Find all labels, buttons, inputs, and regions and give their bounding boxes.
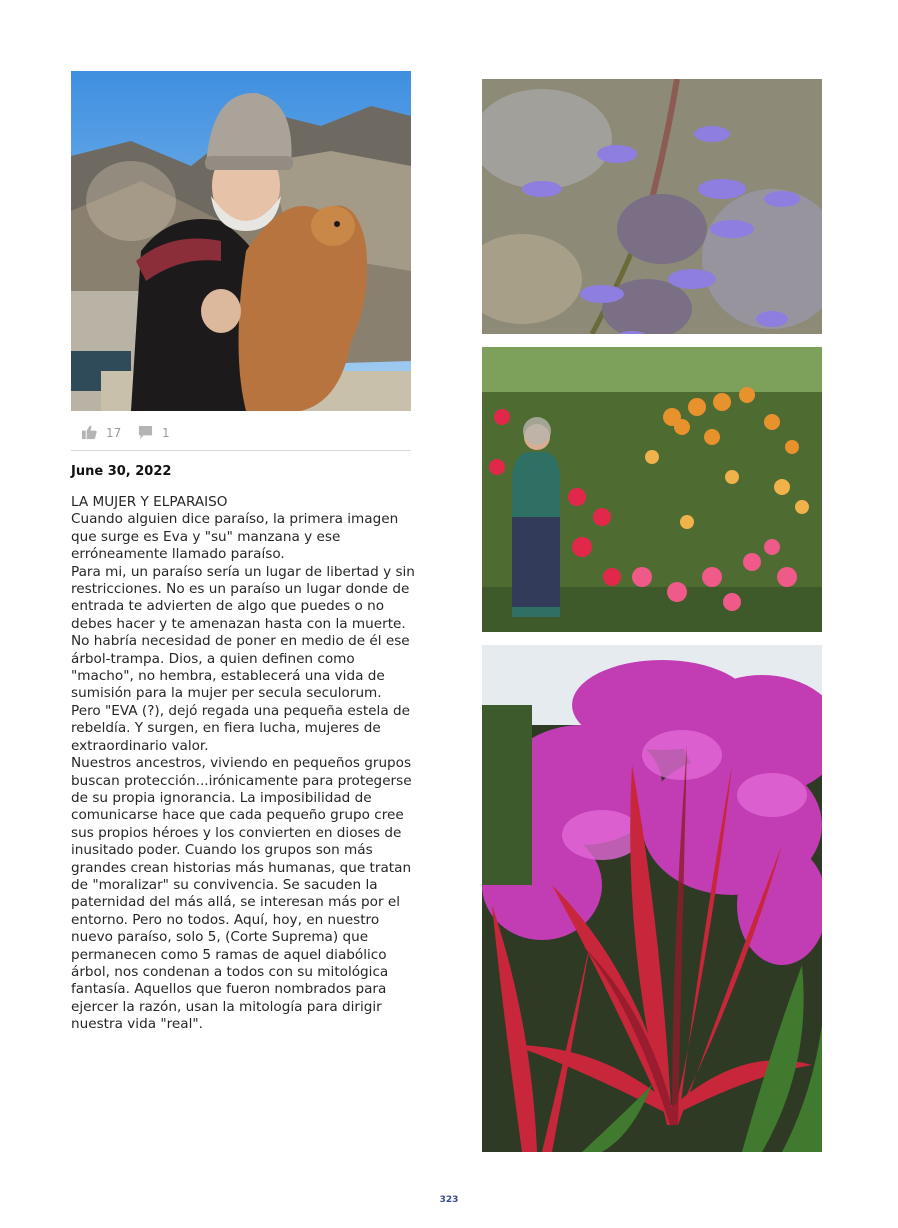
garden-photo-bougainvillea xyxy=(482,645,822,1152)
post-date: June 30, 2022 xyxy=(71,464,172,479)
likes-group[interactable] xyxy=(82,425,121,440)
post-text-line: grandes crean historias más humanas, que tratan xyxy=(71,859,412,876)
post-text-line: entrada te advierten de algo que puedes o no xyxy=(71,598,385,615)
post-text-line: árbol, nos condenan a todos con su mitológica xyxy=(71,963,389,980)
post-text-line: permanecen como 5 ramas de aquel diabólico xyxy=(71,946,387,963)
post-text-line: Cuando alguien dice paraíso, la primera imagen xyxy=(71,511,399,528)
flower-photo-sage xyxy=(482,79,822,334)
likes-count: 17 xyxy=(106,425,122,440)
post-text-line: que surge es Eva y "su" manzana y ese xyxy=(71,528,341,545)
post-text-line: restricciones. No es un paraíso un lugar donde de xyxy=(71,581,410,598)
post-body xyxy=(71,494,416,1034)
page-number: 323 xyxy=(439,1195,459,1205)
post-text-line: fantasía. Aquellos que fueron nombrados para xyxy=(71,981,387,998)
thumbs-up-icon xyxy=(82,425,97,440)
post-text-line: árbol-trampa. Dios, a quien definen como xyxy=(71,650,355,667)
post-text-line: Para mi, un paraíso sería un lugar de libertad y sin xyxy=(71,563,415,580)
post-text-line: de su propia ignorancia. La imposibilidad de xyxy=(71,789,372,806)
comments-group[interactable] xyxy=(138,425,170,440)
post-text-line: extraordinario valor. xyxy=(71,737,209,754)
comments-count: 1 xyxy=(162,425,170,440)
post-text-line: No habría necesidad de poner en medio de él ese xyxy=(71,633,410,650)
post-text-line: de "moralizar" su convivencia. Se sacuden la xyxy=(71,876,378,893)
post-text-line: entorno. Pero no todos. Aquí, hoy, en nuestro xyxy=(71,911,380,928)
post-text-line: buscan protección...irónicamente para protegerse xyxy=(71,772,412,789)
portrait-photo xyxy=(71,71,411,411)
post-text-line: Nuestros ancestros, viviendo en pequeños grupos xyxy=(71,755,412,772)
post-text-line: debes hacer y te amenazan hasta con la muerte. xyxy=(71,615,406,632)
social-bar xyxy=(71,420,411,451)
post-text-line: sumisión para la mujer per secula seculorum. xyxy=(71,685,382,702)
post-text-line: inusitado poder. Cuando los grupos son más xyxy=(71,842,373,859)
post-text-line: nuevo paraíso, solo 5, (Corte Suprema) que xyxy=(71,929,369,946)
comment-icon xyxy=(138,425,153,440)
post-text-line: rebeldía. Y surgen, en fiera lucha, mujeres de xyxy=(71,720,381,737)
post-text-line: ejercer la razón, usan la mitología para dirigir xyxy=(71,998,382,1015)
post-text-line: Pero "EVA (?), dejó regada una pequeña estela de xyxy=(71,702,410,719)
flower-photo-roses xyxy=(482,347,822,632)
post-text-line: erróneamente llamado paraíso. xyxy=(71,546,285,563)
post-text-line: "macho", no hembra, establecerá una vida de xyxy=(71,668,385,685)
post-text-line: sus propios héroes y los convierten en dioses de xyxy=(71,824,402,841)
post-text-line: paternidad del más allá, se interesan más por el xyxy=(71,894,401,911)
post-text-line: LA MUJER Y ELPARAISO xyxy=(71,494,228,510)
post-text-line: nuestra vida "real". xyxy=(71,1016,203,1033)
post-text-line: comunicarse hace que cada pequeño grupo cree xyxy=(71,807,404,824)
